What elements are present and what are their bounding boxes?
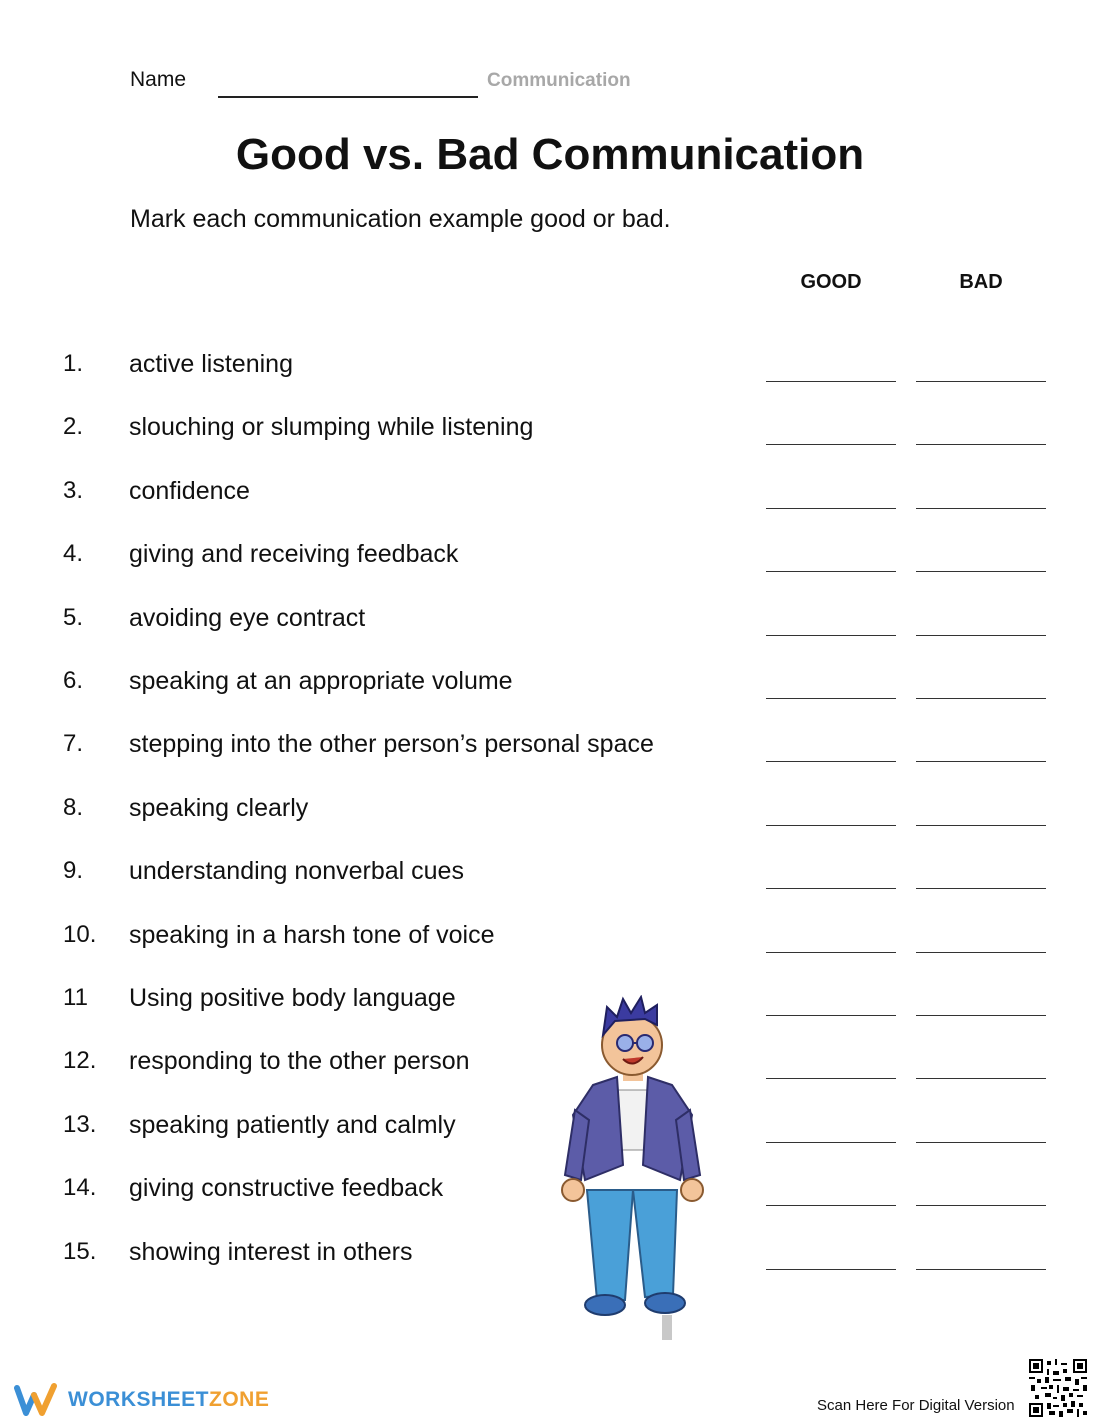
item-text: Using positive body language [129, 984, 456, 1012]
bad-answer-blank[interactable] [916, 444, 1046, 445]
item-number: 2. [63, 413, 84, 441]
worksheetzone-logo-icon [14, 1383, 58, 1417]
item-text: confidence [129, 476, 250, 505]
good-answer-blank[interactable] [766, 825, 896, 826]
item-number: 6. [63, 667, 84, 694]
item-text: responding to the other person [129, 1047, 470, 1076]
item-number: 3. [63, 476, 84, 504]
name-label: Name [130, 68, 187, 91]
bad-answer-blank[interactable] [916, 825, 1046, 826]
bad-answer-blank[interactable] [916, 1205, 1046, 1206]
logo-text [68, 1388, 269, 1412]
qr-code-icon[interactable] [1029, 1359, 1087, 1417]
bad-answer-blank[interactable] [916, 1142, 1046, 1143]
scan-text: Scan Here For Digital Version [817, 1397, 1015, 1414]
good-answer-blank[interactable] [766, 381, 896, 382]
name-line[interactable] [218, 96, 478, 98]
list-item [0, 667, 1100, 730]
item-number: 1. [63, 350, 84, 377]
column-header-bad: BAD [959, 271, 1003, 293]
bad-answer-blank[interactable] [916, 952, 1046, 953]
column-header-good: GOOD [800, 271, 862, 293]
list-item [0, 730, 1100, 793]
list-item [0, 794, 1100, 857]
item-number: 15. [63, 1237, 97, 1265]
page-title: Good vs. Bad Communication [235, 130, 865, 179]
item-number: 13. [63, 1110, 97, 1138]
item-number: 12. [63, 1047, 97, 1075]
bad-answer-blank[interactable] [916, 698, 1046, 699]
list-item [0, 413, 1100, 476]
item-text: speaking clearly [129, 793, 309, 822]
item-text: speaking in a harsh tone of voice [129, 920, 495, 949]
list-item [0, 604, 1100, 667]
bad-answer-blank[interactable] [916, 761, 1046, 762]
logo-text-part1: WORKSHEET [68, 1388, 209, 1411]
list-item [0, 350, 1100, 413]
item-text: showing interest in others [129, 1237, 413, 1266]
list-item [0, 540, 1100, 603]
item-number: 10. [63, 920, 97, 948]
item-text: speaking patiently and calmly [129, 1110, 456, 1139]
item-number: 5. [63, 603, 84, 631]
item-text: active listening [129, 350, 293, 378]
bad-answer-blank[interactable] [916, 888, 1046, 889]
good-answer-blank[interactable] [766, 952, 896, 953]
item-number: 8. [63, 793, 84, 821]
list-item [0, 921, 1100, 984]
good-answer-blank[interactable] [766, 1269, 896, 1270]
good-answer-blank[interactable] [766, 508, 896, 509]
item-number: 7. [63, 730, 84, 758]
item-text: giving constructive feedback [129, 1174, 444, 1203]
good-answer-blank[interactable] [766, 761, 896, 762]
good-answer-blank[interactable] [766, 1078, 896, 1079]
cartoon-boy-illustration [545, 995, 720, 1345]
item-number: 9. [63, 857, 84, 885]
worksheetzone-logo[interactable] [14, 1383, 269, 1417]
item-number: 14. [63, 1174, 97, 1202]
bad-answer-blank[interactable] [916, 508, 1046, 509]
bad-answer-blank[interactable] [916, 635, 1046, 636]
good-answer-blank[interactable] [766, 698, 896, 699]
good-answer-blank[interactable] [766, 1205, 896, 1206]
item-text: speaking at an appropriate volume [129, 667, 513, 695]
good-answer-blank[interactable] [766, 888, 896, 889]
item-number: 4. [63, 540, 84, 568]
bad-answer-blank[interactable] [916, 1015, 1046, 1016]
good-answer-blank[interactable] [766, 1015, 896, 1016]
logo-text-part2: ZONE [209, 1388, 270, 1411]
item-text: stepping into the other person’s personal space [129, 730, 654, 759]
item-text: giving and receiving feedback [129, 540, 459, 569]
list-item [0, 477, 1100, 540]
good-answer-blank[interactable] [766, 444, 896, 445]
good-answer-blank[interactable] [766, 571, 896, 572]
item-number: 11 [63, 984, 88, 1011]
good-answer-blank[interactable] [766, 1142, 896, 1143]
bad-answer-blank[interactable] [916, 381, 1046, 382]
bad-answer-blank[interactable] [916, 571, 1046, 572]
bad-answer-blank[interactable] [916, 1269, 1046, 1270]
instructions: Mark each communication example good or bad. [130, 205, 671, 233]
item-text: avoiding eye contract [129, 603, 366, 632]
item-text: understanding nonverbal cues [129, 857, 464, 886]
topic-label: Communication [487, 70, 631, 91]
good-answer-blank[interactable] [766, 635, 896, 636]
item-text: slouching or slumping while listening [129, 413, 534, 442]
list-item [0, 857, 1100, 920]
bad-answer-blank[interactable] [916, 1078, 1046, 1079]
